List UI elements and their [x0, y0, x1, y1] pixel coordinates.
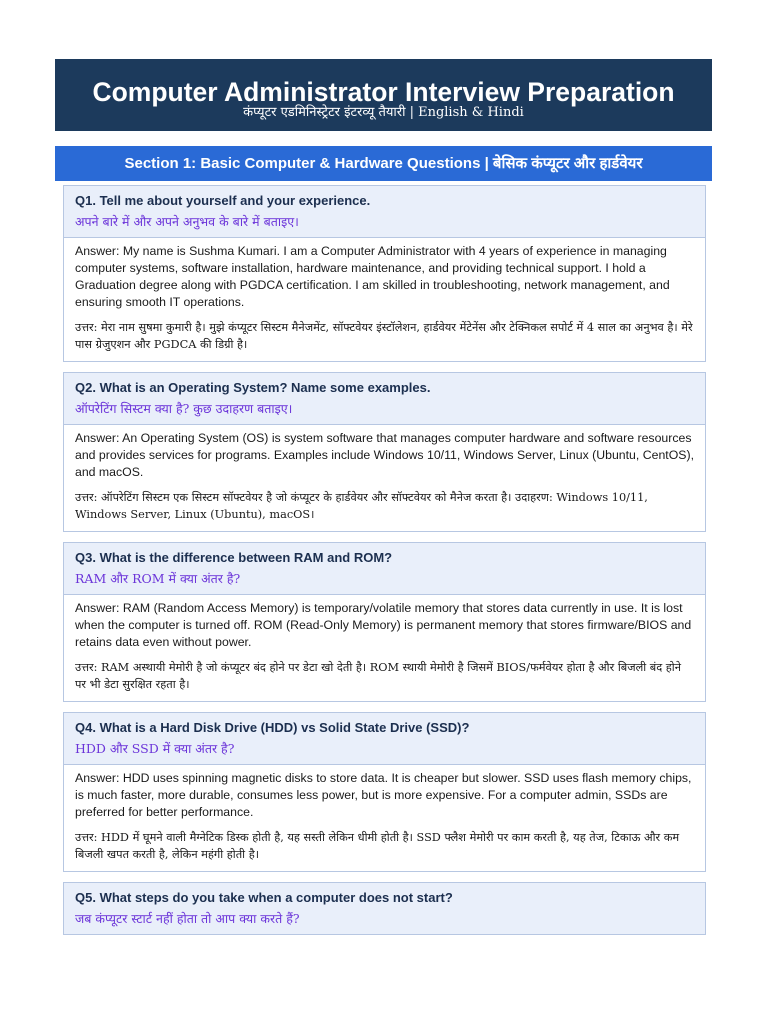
question-hindi: जब कंप्यूटर स्टार्ट नहीं होता तो आप क्या करते हैं?	[75, 911, 300, 926]
question-english: Q1. Tell me about yourself and your experience.	[75, 193, 371, 208]
question-hindi: अपने बारे में और अपने अनुभव के बारे में बताइए।	[75, 214, 299, 229]
answer-hindi: उत्तर: मेरा नाम सुषमा कुमारी है। मुझे कंप्यूटर सिस्टम मैनेजमेंट, सॉफ्टवेयर इंस्टॉलेशन, हार्डवेयर मेंटेनेंस और टेक्निकल सपोर्ट में 4 साल का अनुभव है। मेरे पास ग्रेजुएशन और PGDCA की डिग्री है।	[75, 321, 693, 351]
question-block	[64, 543, 705, 595]
answer-english: Answer: An Operating System (OS) is system software that manages computer hardware and software resources and provides services for programs. Examples include Windows 10/11, Windows Server, Linux (Ubuntu, CentOS), and macOS.	[75, 431, 694, 479]
page-title: Computer Administrator Interview Preparation	[92, 77, 675, 107]
qa-card-1	[63, 185, 706, 362]
qa-card-4	[63, 712, 706, 872]
qa-card-2	[63, 372, 706, 532]
question-hindi: RAM और ROM में क्या अंतर है?	[75, 571, 241, 586]
question-block	[64, 373, 705, 425]
section-heading: Section 1: Basic Computer & Hardware Questions | बेसिक कंप्यूटर और हार्डवेयर	[55, 146, 712, 181]
qa-card-3	[63, 542, 706, 702]
question-block	[64, 883, 705, 934]
answer-english: Answer: HDD uses spinning magnetic disks to store data. It is cheaper but slower. SSD uses flash memory chips, is much faster, more durable, consumes less power, but is more expensive. For a computer admin, SSDs are preferred for better performance.	[75, 771, 692, 819]
answer-block	[64, 238, 705, 361]
question-english: Q2. What is an Operating System? Name some examples.	[75, 380, 431, 395]
question-english: Q5. What steps do you take when a computer does not start?	[75, 890, 453, 905]
answer-block	[64, 425, 705, 531]
answer-hindi: उत्तर: RAM अस्थायी मेमोरी है जो कंप्यूटर बंद होने पर डेटा खो देती है। ROM स्थायी मेमोरी है जिसमें BIOS/फर्मवेयर होता है और बिजली बंद होने पर भी डेटा सुरक्षित रहता है।	[75, 661, 681, 691]
page-subtitle: कंप्यूटर एडमिनिस्ट्रेटर इंटरव्यू तैयारी | English & Hindi	[243, 105, 524, 120]
page-header	[55, 59, 712, 131]
answer-block	[64, 765, 705, 871]
question-block	[64, 186, 705, 238]
qa-card-5	[63, 882, 706, 935]
answer-english: Answer: RAM (Random Access Memory) is temporary/volatile memory that stores data currently in use. It is lost when the computer is turned off. ROM (Read-Only Memory) is permanent memory that stores firmware/BIOS and retains data even without power.	[75, 601, 692, 649]
question-english: Q3. What is the difference between RAM and ROM?	[75, 550, 393, 565]
question-hindi: ऑपरेटिंग सिस्टम क्या है? कुछ उदाहरण बताइए।	[75, 401, 293, 416]
answer-english: Answer: My name is Sushma Kumari. I am a Computer Administrator with 4 years of experience in managing computer systems, software installation, hardware maintenance, and providing technical support. I hold a Graduation degree along with PGDCA certification. I am skilled in troubleshooting, network management, and ensuring smooth IT operations.	[75, 244, 670, 309]
question-english: Q4. What is a Hard Disk Drive (HDD) vs Solid State Drive (SSD)?	[75, 720, 470, 735]
question-block	[64, 713, 705, 765]
answer-block	[64, 595, 705, 701]
answer-hindi: उत्तर: HDD में घूमने वाली मैग्नेटिक डिस्क होती है, यह सस्ती लेकिन धीमी होती है। SSD फ्लैश मेमोरी पर काम करती है, यह तेज, टिकाऊ और कम बिजली खपत करती है, लेकिन महंगी होती है।	[75, 831, 680, 861]
question-hindi: HDD और SSD में क्या अंतर है?	[75, 741, 235, 756]
answer-hindi: उत्तर: ऑपरेटिंग सिस्टम एक सिस्टम सॉफ्टवेयर है जो कंप्यूटर के हार्डवेयर और सॉफ्टवेयर को मैनेज करता है। उदाहरण: Windows 10/11, Windows Server, Linux (Ubuntu), macOS।	[75, 491, 648, 521]
